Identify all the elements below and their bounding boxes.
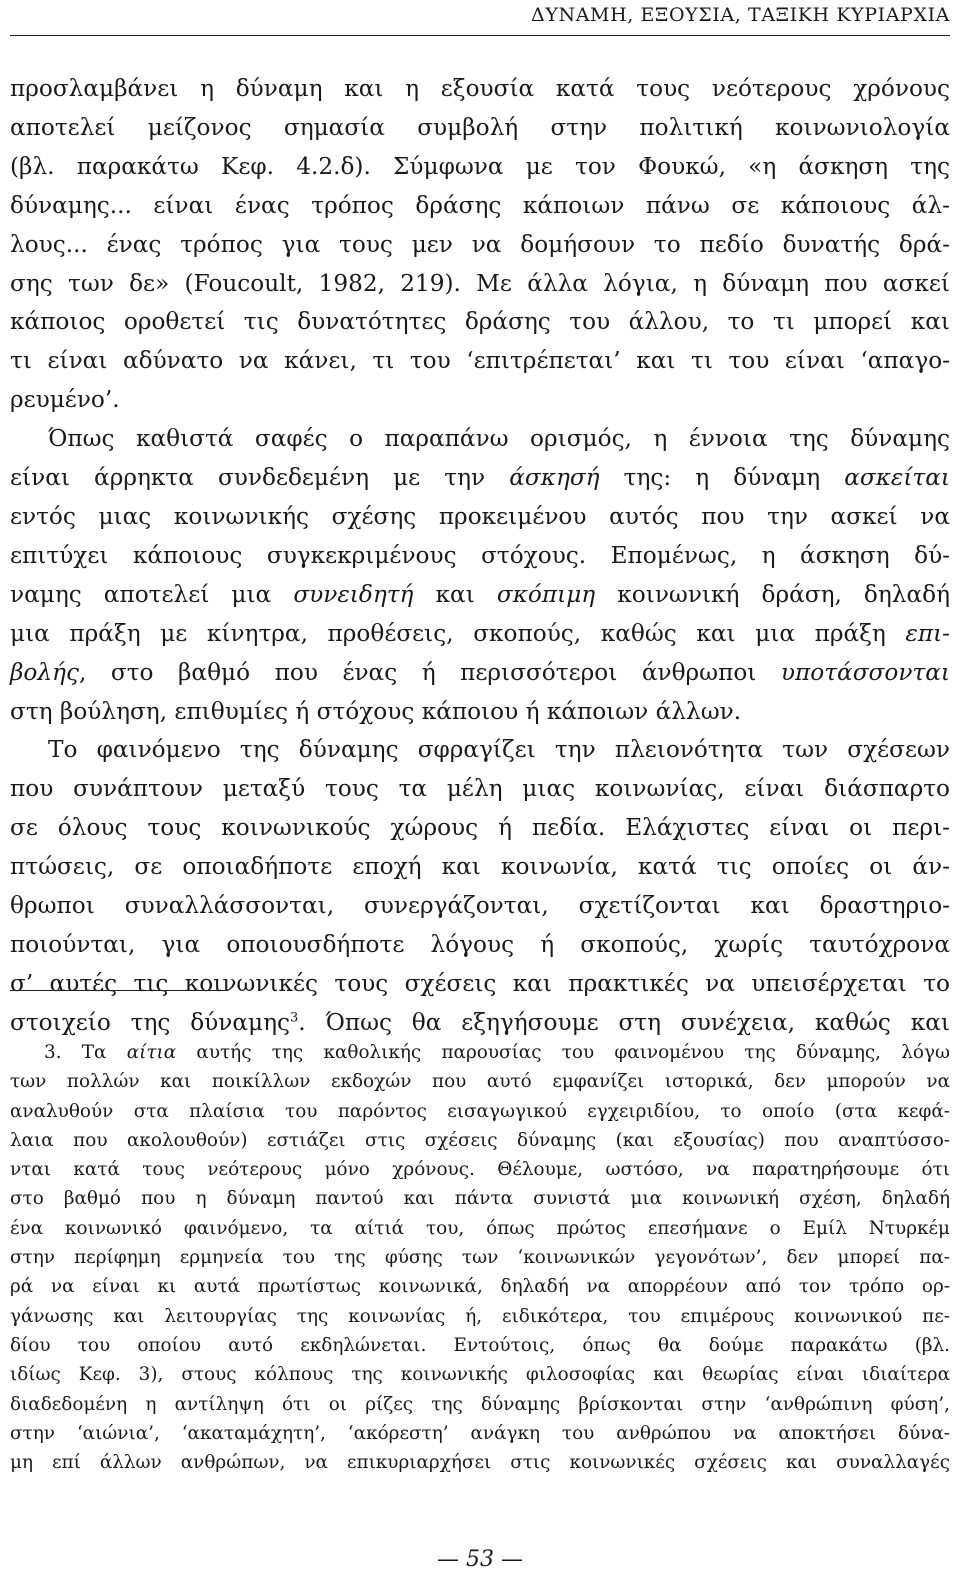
text-line: επιτύχει κάποιους συγκεκριμένους στόχους. Επομένως, η άσκηση δύ- bbox=[10, 541, 950, 569]
text-span: μια πράξη με κίνητρα, προθέσεις, σκοπούς, καθώς και μια πράξη bbox=[10, 619, 906, 647]
italic-span: επι- bbox=[905, 619, 950, 647]
text-line: πτώσεις, σε οποιαδήποτε εποχή και κοινωνία, κατά τις οποίες οι άν- bbox=[10, 853, 950, 881]
text-line bbox=[10, 654, 950, 693]
footnote-line: γάνωσης και λειτουργίας της κοινωνίας ή, ειδικότερα, του επιμέρους κοινωνικού πε- bbox=[10, 1305, 950, 1327]
text-span: της: η δύναμη bbox=[599, 464, 845, 492]
text-span: 3. Τα bbox=[44, 1042, 127, 1063]
text-line: προσλαμβάνει η δύναμη και η εξουσία κατά τους νεότερους χρόνους bbox=[10, 75, 950, 102]
text-line: Το φαινόμενο της δύναμης σφραγίζει την πλειονότητα των σχέσεων bbox=[48, 736, 950, 764]
footnote-line: ρά να είναι κι αυτά πρωτίστως κοινωνικά, δηλαδή να απορρέουν από τον τρόπο ορ- bbox=[10, 1276, 950, 1298]
italic-span: ασκείται bbox=[844, 464, 951, 492]
footnote-line: των πολλών και ποικίλλων εκδοχών που αυτό εμφανίζει ιστορικά, δεν μπορούν να bbox=[10, 1071, 950, 1093]
page-number-value: 53 bbox=[466, 1547, 494, 1572]
text-line: δύναμης... είναι ένας τρόπος δράσης κάποιων πάνω σε κάποιους άλ- bbox=[10, 191, 950, 219]
text-span: ναμης αποτελεί μια bbox=[10, 580, 294, 608]
italic-span: υποτάσσονται bbox=[780, 658, 950, 686]
text-line: Όπως καθιστά σαφές ο παραπάνω ορισμός, η έννοια της δύναμης bbox=[48, 425, 950, 453]
paragraph-1 bbox=[10, 70, 950, 420]
page-number bbox=[10, 1547, 950, 1572]
book-page bbox=[10, 0, 950, 1589]
footnote-rule bbox=[10, 990, 227, 991]
text-span: αυτής της καθολικής παρουσίας του φαινομένου της δύναμης, λόγω bbox=[176, 1042, 950, 1063]
text-line: αποτελεί μείζονος σημασία συμβολή στην πολιτική κοινωνιολογία bbox=[10, 113, 950, 141]
italic-span: αίτια bbox=[126, 1042, 177, 1063]
text-line: ρευμένο’. bbox=[10, 386, 120, 414]
page-number-dash: — bbox=[501, 1547, 523, 1572]
footnote-line: ιδίως Κεφ. 3), στους κόλπους της κοινωνικής φιλοσοφίας και θεωρίας είναι ιδιαίτερα bbox=[10, 1364, 950, 1386]
text-line bbox=[10, 459, 950, 498]
header-rule bbox=[10, 35, 950, 36]
footnote-line: λαια που ακολουθούν) εστιάζει στις σχέσεις δύναμης (και εξουσίας) που αναπτύσσο- bbox=[10, 1129, 950, 1151]
text-line: σης των δε» (Foucoult, 1982, 219). Με άλλα λόγια, η δύναμη που ασκεί bbox=[10, 269, 950, 297]
paragraph-2 bbox=[10, 420, 950, 731]
footnote-line: ένα κοινωνικό φαινόμενο, τα αίτιά του, όπως πρώτος επεσήμανε ο Εμίλ Ντυρκέμ bbox=[10, 1217, 950, 1239]
footnote-line bbox=[10, 1038, 950, 1067]
text-span: στοιχείο της δύναμης bbox=[10, 1008, 290, 1036]
text-line: σ’ αυτές τις κοινωνικές τους σχέσεις και πρακτικές να υπεισέρχεται το bbox=[10, 969, 950, 997]
footnote-line: στην ‘αιώνια’, ‘ακαταμάχητη’, ‘ακόρεστη’ ανάγκη του ανθρώπου να αποκτήσει δύνα- bbox=[10, 1422, 950, 1444]
text-line: στη βούληση, επιθυμίες ή στόχους κάποιου ή κάποιων άλλων. bbox=[10, 697, 742, 725]
italic-span: βολής bbox=[10, 658, 79, 686]
text-line: σε όλους τους κοινωνικούς χώρους ή πεδία. Ελάχιστες είναι οι περι- bbox=[10, 814, 950, 842]
text-line: θρωποι συναλλάσσονται, συνεργάζονται, σχετίζονται και δραστηριο- bbox=[10, 892, 950, 920]
footnote-marker: 3 bbox=[289, 1010, 299, 1026]
text-span: . Όπως θα εξηγήσουμε στη συνέχεια, καθώς και bbox=[298, 1008, 951, 1036]
italic-span: σκόπιμη bbox=[496, 580, 596, 608]
page-number-dash: — bbox=[437, 1547, 459, 1572]
text-line: εντός μιας κοινωνικής σχέσης προκειμένου αυτός που την ασκεί να bbox=[10, 502, 950, 530]
text-line: (βλ. παρακάτω Κεφ. 4.2.δ). Σύμφωνα με τον Φουκώ, «η άσκηση της bbox=[10, 152, 950, 180]
text-line bbox=[10, 1004, 950, 1043]
main-text bbox=[10, 70, 950, 1043]
running-head: ΔΥΝΑΜΗ, ΕΞΟΥΣΙΑ, ΤΑΞΙΚΗ ΚΥΡΙΑΡΧΙΑ bbox=[531, 4, 950, 26]
text-line bbox=[10, 576, 950, 615]
paragraph-3 bbox=[10, 731, 950, 1042]
text-line: ποιούνται, για οποιουσδήποτε λόγους ή σκοπούς, χωρίς ταυτόχρονα bbox=[10, 930, 950, 958]
footnote-line: δίου του οποίου αυτό εκδηλώνεται. Εντούτοις, όπως θα δούμε παρακάτω (βλ. bbox=[10, 1334, 950, 1356]
footnote-line: νται κατά τους νεότερους μόνο χρόνους. Θέλουμε, ωστόσο, να παρατηρήσουμε ότι bbox=[10, 1159, 950, 1181]
text-span: είναι άρρηκτα συνδεδεμένη με την bbox=[10, 464, 510, 492]
footnote-line: στην περίφημη ερμηνεία του της φύσης των ‘κοινωνικών γεγονότων’, δεν μπορεί πα- bbox=[10, 1247, 950, 1269]
text-line: που συνάπτουν μεταξύ τους τα μέλη μιας κοινωνίας, είναι διάσπαρτο bbox=[10, 775, 950, 803]
text-line: λους... ένας τρόπος για τους μεν να δομήσουν το πεδίο δυνατής δρά- bbox=[10, 230, 950, 258]
italic-span: άσκησή bbox=[509, 464, 600, 492]
footnote-line: αναλυθούν στα πλαίσια του παρόντος εισαγωγικού εγχειριδίου, το οποίο (στα κεφά- bbox=[10, 1100, 950, 1122]
text-span: , στο βαθμό που ένας ή περισσότεροι άνθρωποι bbox=[78, 658, 781, 686]
footnote bbox=[10, 1038, 950, 1477]
footnote-line: στο βαθμό που η δύναμη παντού και πάντα συνιστά μια κοινωνική σχέση, δηλαδή bbox=[10, 1188, 950, 1210]
footnote-line: μη επί άλλων ανθρώπων, να επικυριαρχήσει στις κοινωνικές σχέσεις και συναλλαγές bbox=[10, 1452, 950, 1474]
text-span: κοινωνική δράση, δηλαδή bbox=[595, 580, 950, 608]
italic-span: συνειδητή bbox=[293, 580, 414, 608]
text-line: κάποιος οροθετεί τις δυνατότητες δράσης του άλλου, το τι μπορεί και bbox=[10, 308, 950, 336]
text-line bbox=[10, 615, 950, 654]
text-line: τι είναι αδύνατο να κάνει, τι του ‘επιτρέπεται’ και τι του είναι ‘απαγο- bbox=[10, 347, 950, 375]
text-span: και bbox=[413, 580, 497, 608]
footnote-line: διαδεδομένη η αντίληψη ότι οι ρίζες της δύναμης βρίσκονται στην ‘ανθρώπινη φύση’, bbox=[10, 1393, 950, 1415]
